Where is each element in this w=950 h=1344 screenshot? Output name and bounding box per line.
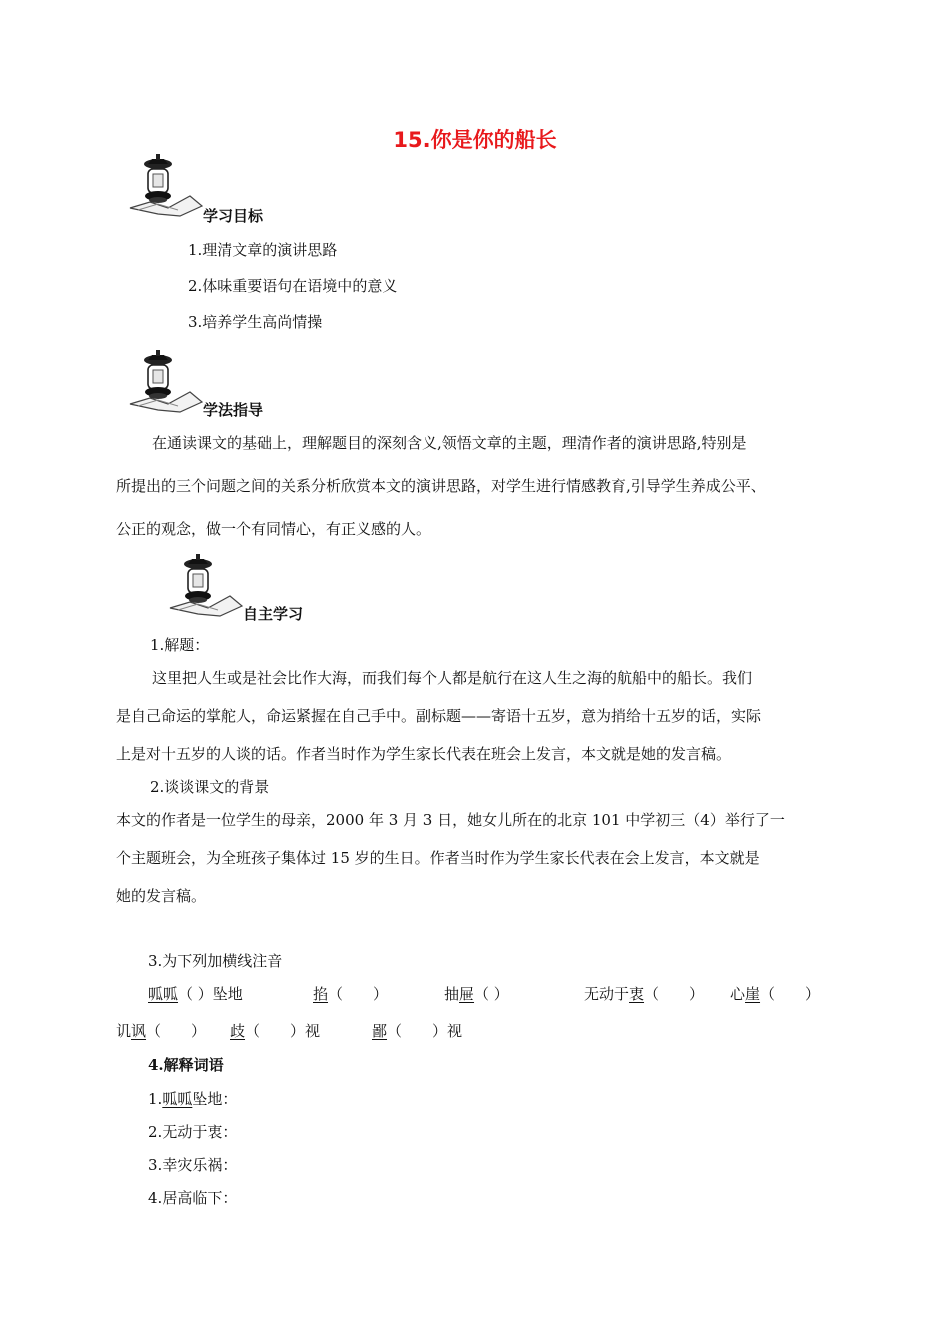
answer-blank[interactable]: （ ） <box>328 985 389 1003</box>
question-3-label: 3.为下列加横线注音 <box>148 952 283 970</box>
underlined-word: 鄙 <box>372 1022 388 1040</box>
question-4-heading: 4.解释词语 <box>148 1056 224 1074</box>
underlined-word: 衷 <box>629 985 645 1003</box>
pinyin-item: 心崖（ ） <box>730 985 821 1003</box>
underlined-word: 掐 <box>313 985 329 1003</box>
method-line: 在通读课文的基础上，理解题目的深刻含义,领悟文章的主题，理清作者的演讲思路,特别是 <box>152 434 747 452</box>
underlined-word: 讽 <box>131 1022 147 1040</box>
answer-blank[interactable]: （ ） <box>387 1022 448 1040</box>
section-heading-self-study: 自主学习 <box>243 605 304 623</box>
q2-line: 本文的作者是一位学生的母亲，2000 年 3 月 3 日，她女儿所在的北京 101 中学初三（4）举行了一 <box>116 811 785 829</box>
lantern-icon <box>128 348 206 414</box>
q2-line: 她的发言稿。 <box>116 887 207 905</box>
question-1-label: 1.解题： <box>150 636 210 654</box>
method-line: 所提出的三个问题之间的关系分析欣赏本文的演讲思路，对学生进行情感教育,引导学生养成公平、 <box>116 477 766 495</box>
underlined-word: 歧 <box>230 1022 246 1040</box>
answer-blank[interactable]: （ ） <box>245 1022 306 1040</box>
goal-item: 2.体味重要语句在语境中的意义 <box>188 277 398 295</box>
underlined-word: 呱呱 <box>148 985 179 1003</box>
vocab-item: 4.居高临下： <box>148 1189 238 1207</box>
q1-line: 是自己命运的掌舵人，命运紧握在自己手中。副标题——寄语十五岁，意为捎给十五岁的话，实际 <box>116 707 762 725</box>
answer-blank[interactable]: （ ） <box>474 985 509 1003</box>
answer-blank[interactable]: （ ） <box>760 985 821 1003</box>
vocab-item: 2.无动于衷： <box>148 1123 238 1141</box>
pinyin-item: 讥讽（ ） <box>116 1022 207 1040</box>
answer-blank[interactable]: （ ） <box>178 985 213 1003</box>
pinyin-item: 无动于衷（ ） <box>584 985 705 1003</box>
section-heading-goals: 学习目标 <box>203 207 264 225</box>
pinyin-item: 呱呱（ ）坠地 <box>148 985 243 1003</box>
page-title: 15.你是你的船长 <box>393 128 557 152</box>
underlined-word: 屉 <box>459 985 475 1003</box>
q2-line: 个主题班会，为全班孩子集体过 15 岁的生日。作者当时作为学生家长代表在会上发言，本文就是 <box>116 849 760 867</box>
q1-line: 这里把人生或是社会比作大海，而我们每个人都是航行在这人生之海的航船中的船长。我们 <box>152 669 753 687</box>
answer-blank[interactable]: （ ） <box>644 985 705 1003</box>
q1-line: 上是对十五岁的人谈的话。作者当时作为学生家长代表在班会上发言，本文就是她的发言稿。 <box>116 745 732 763</box>
section-heading-method: 学法指导 <box>203 401 264 419</box>
lantern-icon <box>168 552 246 618</box>
pinyin-item: 歧（ ）视 <box>230 1022 321 1040</box>
vocab-item: 1.呱呱坠地： <box>148 1090 238 1108</box>
pinyin-item <box>313 983 388 1004</box>
underlined-word: 崖 <box>745 985 761 1003</box>
question-2-label: 2.谈谈课文的背景 <box>150 778 270 796</box>
method-line: 公正的观念，做一个有同情心，有正义感的人。 <box>116 520 432 538</box>
underlined-word: 呱呱 <box>162 1090 193 1108</box>
goal-item: 1.理清文章的演讲思路 <box>188 241 338 259</box>
answer-blank[interactable]: （ ） <box>146 1022 207 1040</box>
vocab-item: 3.幸灾乐祸： <box>148 1156 238 1174</box>
lantern-icon <box>128 152 206 218</box>
pinyin-item: 鄙（ ）视 <box>372 1022 463 1040</box>
goal-item: 3.培养学生高尚情操 <box>188 313 323 331</box>
pinyin-item: 抽屉（ ） <box>444 985 509 1003</box>
